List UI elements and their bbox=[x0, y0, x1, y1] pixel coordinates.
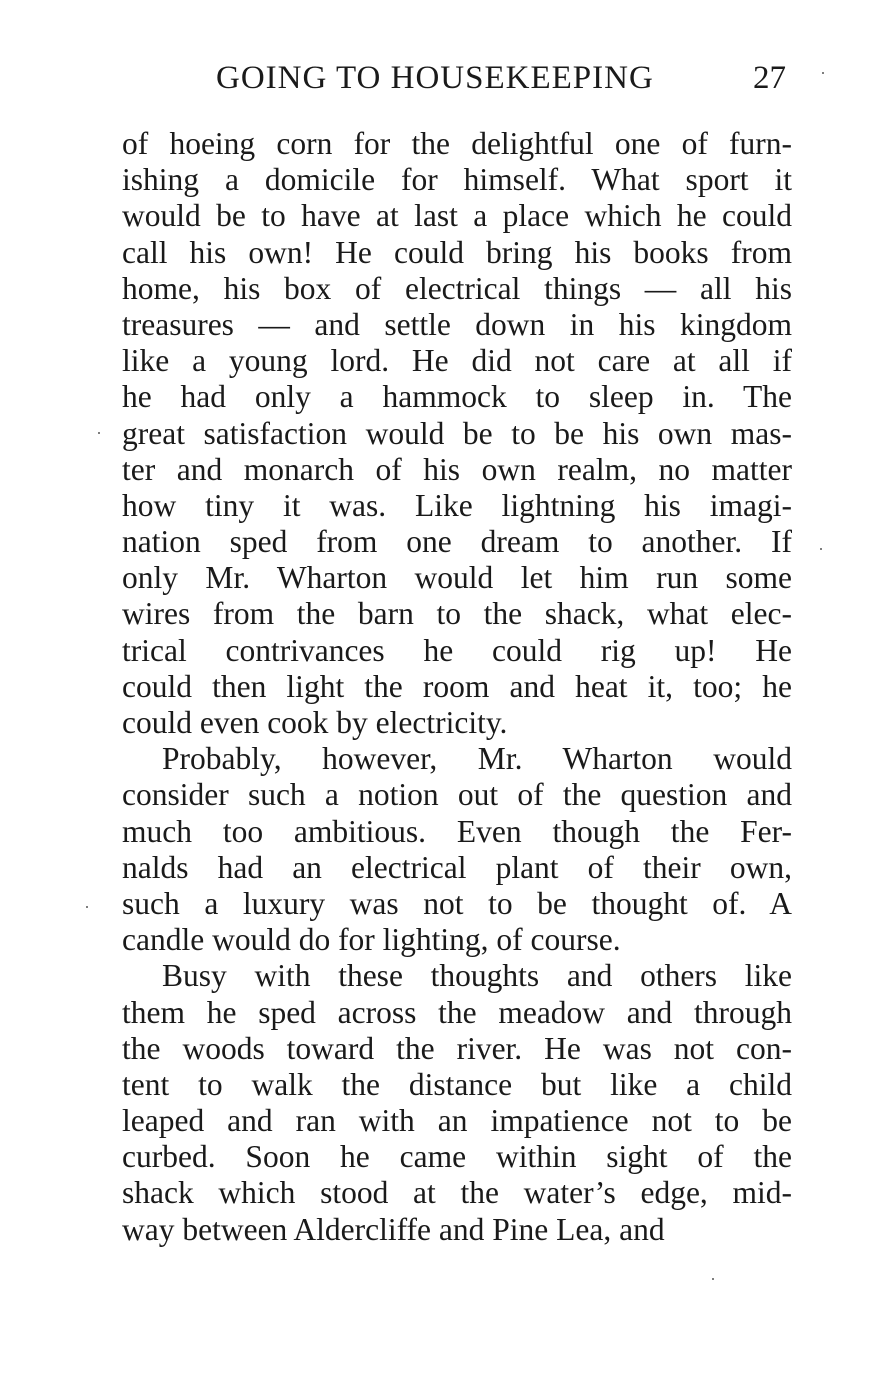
text-line: nation sped from one dream to another. If bbox=[122, 524, 792, 560]
text-line: tent to walk the distance but like a child bbox=[122, 1066, 792, 1102]
text-line: ishing a domicile for himself. What sport it bbox=[122, 162, 792, 198]
text-line: he had only a hammock to sleep in. The bbox=[122, 379, 792, 415]
text-line: trical contrivances he could rig up! He bbox=[122, 632, 792, 668]
text-line: leaped and ran with an impatience not to be bbox=[122, 1103, 792, 1139]
text-line: Probably, however, Mr. Wharton would bbox=[162, 741, 792, 777]
text-line: curbed. Soon he came within sight of the bbox=[122, 1139, 792, 1175]
page-number: 27 bbox=[753, 60, 786, 96]
body-text bbox=[122, 126, 792, 1248]
running-title: GOING TO HOUSEKEEPING bbox=[216, 60, 654, 96]
text-line: home, his box of electrical things — all his bbox=[122, 270, 792, 306]
print-speck bbox=[712, 1278, 714, 1280]
running-header bbox=[120, 56, 800, 100]
text-line: could even cook by electricity. bbox=[122, 705, 508, 740]
text-line: nalds had an electrical plant of their own, bbox=[122, 849, 792, 885]
text-line: way between Aldercliffe and Pine Lea, and bbox=[122, 1211, 665, 1247]
text-line: wires from the barn to the shack, what elec- bbox=[122, 596, 792, 632]
print-speck bbox=[820, 548, 822, 550]
text-line: shack which stood at the water’s edge, mid- bbox=[122, 1175, 792, 1211]
text-line: would be to have at last a place which he could bbox=[122, 198, 792, 234]
print-speck bbox=[98, 432, 100, 434]
text-line: treasures — and settle down in his kingdom bbox=[122, 306, 792, 342]
text-line: only Mr. Wharton would let him run some bbox=[122, 560, 792, 596]
text-line: call his own! He could bring his books from bbox=[122, 234, 792, 270]
paragraph bbox=[122, 741, 792, 958]
text-line: ter and monarch of his own realm, no matter bbox=[122, 451, 792, 487]
print-speck bbox=[86, 906, 88, 908]
text-line: how tiny it was. Like lightning his imagi- bbox=[122, 487, 792, 523]
text-line: the woods toward the river. He was not con- bbox=[122, 1030, 792, 1066]
text-line: such a luxury was not to be thought of. A bbox=[122, 885, 792, 921]
text-line: candle would do for lighting, of course. bbox=[122, 922, 621, 958]
print-speck bbox=[822, 72, 824, 74]
paragraph bbox=[122, 126, 792, 741]
text-line: great satisfaction would be to be his own mas- bbox=[122, 415, 792, 451]
text-line: consider such a notion out of the question and bbox=[122, 777, 792, 813]
text-line: them he sped across the meadow and through bbox=[122, 994, 792, 1030]
paragraph bbox=[122, 958, 792, 1248]
text-line: Busy with these thoughts and others like bbox=[162, 958, 792, 994]
text-line: of hoeing corn for the delightful one of furn- bbox=[122, 126, 792, 161]
text-line: could then light the room and heat it, too; he bbox=[122, 668, 792, 704]
text-line: much too ambitious. Even though the Fer- bbox=[122, 813, 792, 849]
text-line: like a young lord. He did not care at all if bbox=[122, 343, 792, 379]
